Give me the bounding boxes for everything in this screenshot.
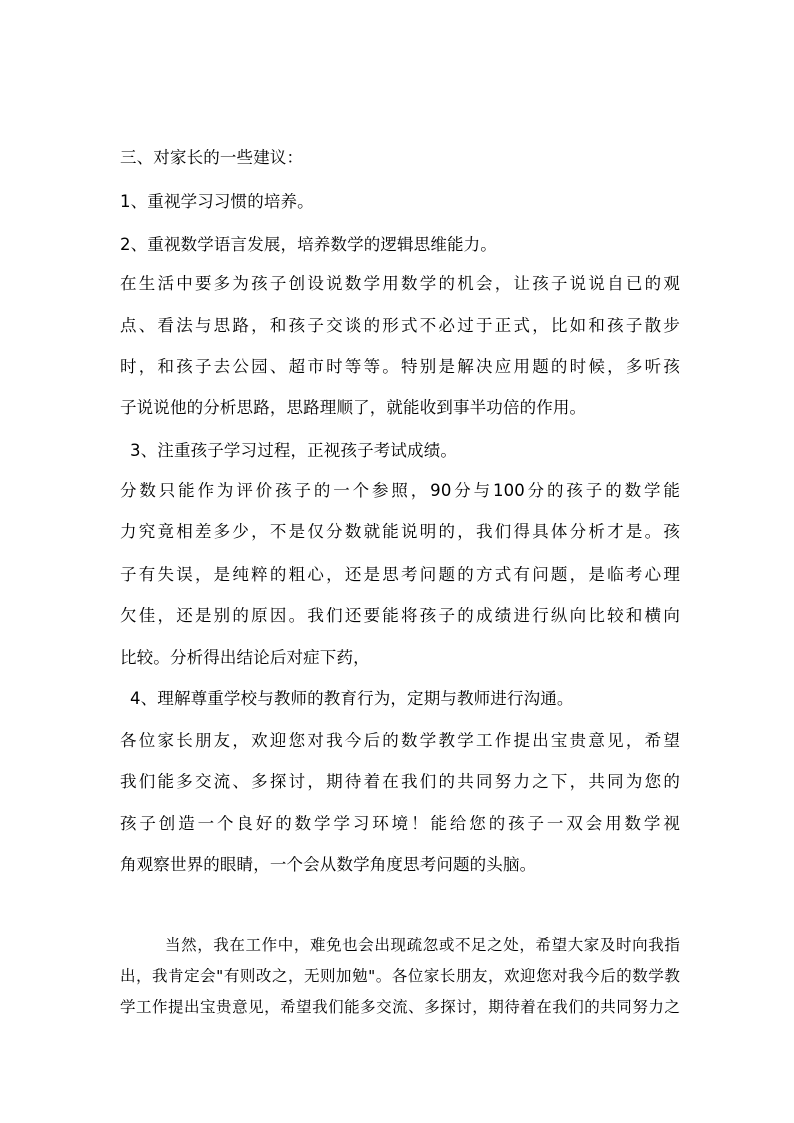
- item-2: 2、重视数学语言发展，培养数学的逻辑思维能力。: [120, 235, 497, 254]
- para2-line-3: 子有失误，是纯粹的粗心，还是思考问题的方式有问题，是临考心理: [120, 565, 680, 584]
- para4-line-2: 出，我肯定会"有则改之，无则加勉"。各位家长朋友，欢迎您对我今后的数学教: [120, 967, 680, 985]
- para2-line-2: 力究竟相差多少，不是仅分数就能说明的，我们得具体分析才是。孩: [120, 522, 680, 541]
- section-heading: 三、对家长的一些建议：: [120, 148, 304, 167]
- para3-line-2: 我们能多交流、多探讨，期待着在我们的共同努力之下，共同为您的: [120, 772, 680, 791]
- para4-line-3: 学工作提出宝贵意见，希望我们能多交流、多探讨，期待着在我们的共同努力之: [120, 998, 680, 1016]
- para3-line-3: 孩子创造一个良好的数学学习环境！能给您的孩子一双会用数学视: [120, 814, 680, 833]
- item-3: 3、注重孩子学习过程，正视孩子考试成绩。: [130, 441, 457, 460]
- para1-line-1: 在生活中要多为孩子创设说数学用数学的机会，让孩子说说自已的观: [120, 274, 680, 293]
- para3-line-4: 角观察世界的眼睛，一个会从数学角度思考问题的头脑。: [120, 855, 537, 874]
- para2-line-5: 比较。分析得出结论后对症下药，: [120, 648, 370, 667]
- para2-line-4: 欠佳，还是别的原因。我们还要能将孩子的成绩进行纵向比较和横向: [120, 606, 680, 625]
- item-1: 1、重视学习习惯的培养。: [120, 192, 314, 211]
- para3-line-1: 各位家长朋友，欢迎您对我今后的数学教学工作提出宝贵意见，希望: [120, 731, 680, 750]
- para1-line-4: 子说说他的分析思路，思路理顺了，就能收到事半功倍的作用。: [120, 398, 587, 417]
- para4-line-1: 当然，我在工作中，难免也会出现疏忽或不足之处，希望大家及时向我指: [165, 936, 680, 954]
- item-4: 4、理解尊重学校与教师的教育行为，定期与教师进行沟通。: [130, 689, 574, 708]
- para2-line-1: 分数只能作为评价孩子的一个参照，90分与100分的孩子的数学能: [120, 481, 680, 500]
- para1-line-3: 时，和孩子去公园、超市时等等。特别是解决应用题的时候，多听孩: [120, 357, 680, 376]
- para1-line-2: 点、看法与思路，和孩子交谈的形式不必过于正式，比如和孩子散步: [120, 316, 680, 335]
